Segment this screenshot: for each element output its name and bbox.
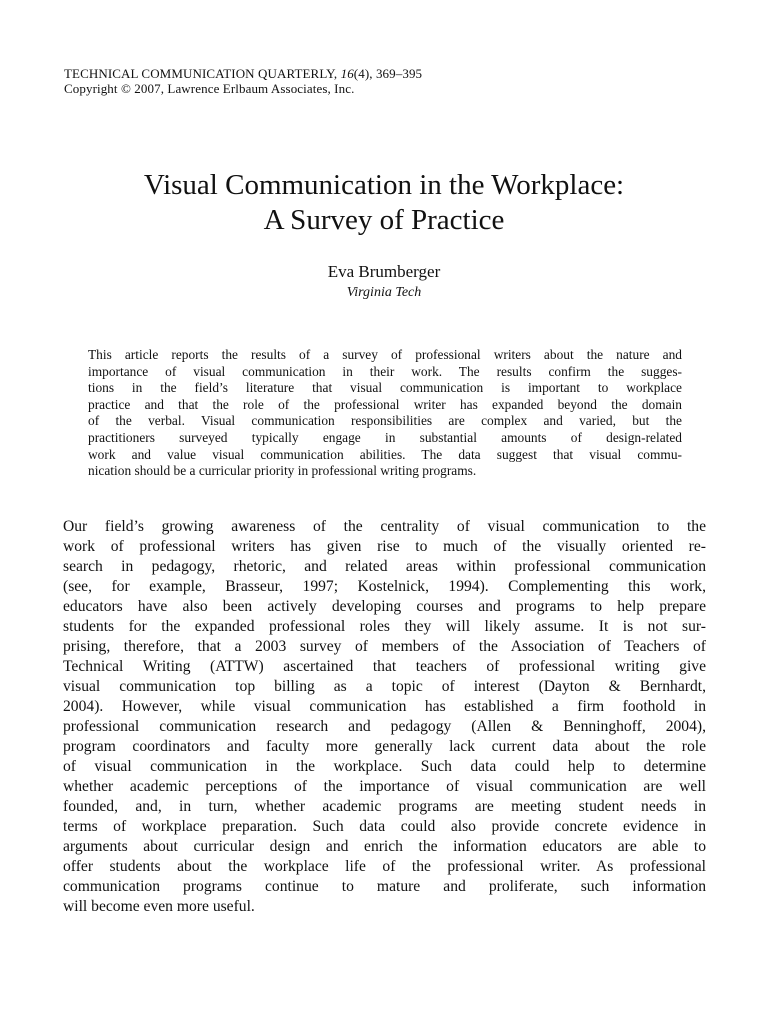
body-line: (see, for example, Brasseur, 1997; Kostelnick, 1994). Complementing this work, (63, 578, 706, 595)
body-line: program coordinators and faculty more generally lack current data about the role (63, 738, 706, 755)
abstract-line: importance of visual communication in their work. The results confirm the sugges- (88, 363, 682, 379)
body-line: of visual communication in the workplace. Such data could help to determine (63, 758, 706, 775)
journal-issue-pages: (4), 369–395 (353, 66, 423, 81)
body-paragraph (63, 517, 706, 917)
article-title (0, 168, 768, 238)
author-affiliation: Virginia Tech (346, 285, 422, 300)
abstract-line: tions in the field’s literature that visual communication is important to workplace (88, 380, 682, 396)
abstract (88, 347, 682, 480)
body-line: visual communication top billing as a topic of interest (Dayton & Bernhardt, (63, 678, 706, 695)
journal-volume: 16 (340, 66, 354, 81)
body-line: students for the expanded professional roles they will likely assume. It is not sur- (63, 618, 706, 635)
body-line: search in pedagogy, rhetoric, and related areas within professional communication (63, 558, 706, 575)
body-line: prising, therefore, that a 2003 survey of members of the Association of Teachers of (63, 638, 706, 655)
body-line: professional communication research and pedagogy (Allen & Benninghoff, 2004), (63, 718, 706, 735)
body-line: Our field’s growing awareness of the centrality of visual communication to the (63, 518, 706, 535)
abstract-line: of the verbal. Visual communication responsibilities are complex and varied, but the (88, 413, 682, 429)
body-line: Technical Writing (ATTW) ascertained that teachers of professional writing give (63, 658, 706, 675)
abstract-line: nication should be a curricular priority in professional writing programs. (88, 463, 477, 479)
abstract-line: practitioners surveyed typically engage in substantial amounts of design-related (88, 429, 682, 445)
abstract-line: practice and that the role of the professional writer has expanded beyond the domain (88, 396, 682, 412)
body-line: work of professional writers has given rise to much of the visually oriented re- (63, 538, 706, 555)
body-line: educators have also been actively developing courses and programs to help prepare (63, 598, 706, 615)
body-line: will become even more useful. (63, 898, 255, 915)
journal-citation (64, 66, 422, 81)
body-line: founded, and, in turn, whether academic programs are meeting student needs in (63, 798, 706, 815)
copyright-line: Copyright © 2007, Lawrence Erlbaum Associates, Inc. (64, 81, 355, 96)
abstract-line: This article reports the results of a survey of professional writers about the nature and (88, 347, 682, 362)
body-line: offer students about the workplace life of the professional writer. As professional (63, 858, 706, 875)
body-line: 2004). However, while visual communication has established a firm foothold in (63, 698, 706, 715)
journal-name: TECHNICAL COMMUNICATION QUARTERLY, (64, 66, 341, 81)
body-line: communication programs continue to mature and proliferate, such information (63, 878, 706, 895)
title-line-1: Visual Communication in the Workplace: (143, 169, 625, 201)
body-line: terms of workplace preparation. Such data could also provide concrete evidence in (63, 818, 706, 835)
journal-header (64, 66, 422, 96)
body-line: whether academic perceptions of the importance of visual communication are well (63, 778, 706, 795)
abstract-line: work and value visual communication abilities. The data suggest that visual commu- (88, 446, 682, 462)
author-name: Eva Brumberger (327, 262, 441, 281)
title-line-2: A Survey of Practice (263, 204, 505, 236)
body-line: arguments about curricular design and enrich the information educators are able to (63, 838, 706, 855)
